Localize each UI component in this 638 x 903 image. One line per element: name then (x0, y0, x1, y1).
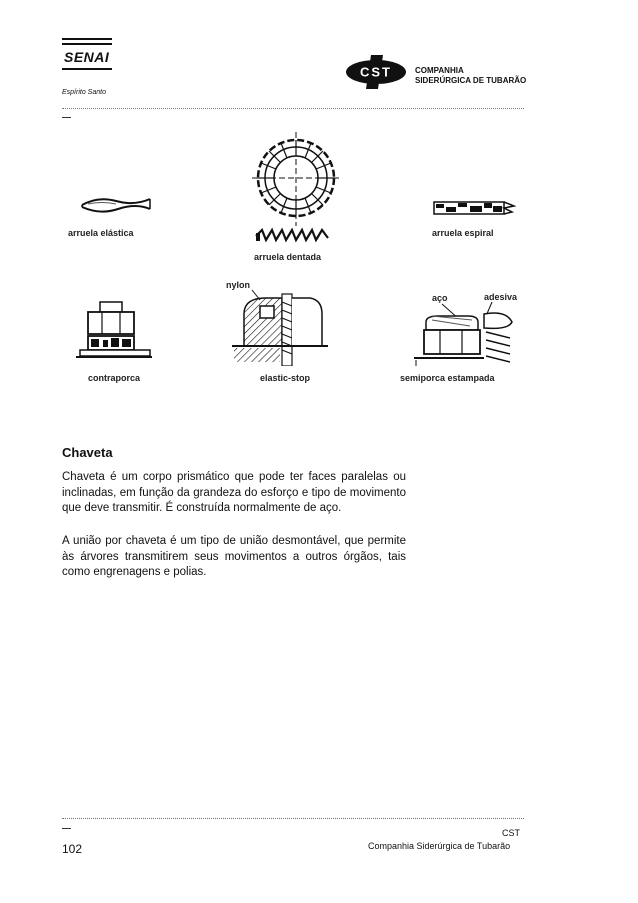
label-arruela-espiral: arruela espiral (432, 228, 494, 238)
company-name-line2: SIDERÚRGICA DE TUBARÃO (415, 76, 527, 85)
footer-cst: CST (502, 828, 520, 838)
company-name-line1: COMPANHIA (415, 66, 464, 75)
senai-logo-bar-middle (62, 43, 112, 45)
section-title: Chaveta (62, 445, 113, 460)
header-dash (62, 117, 71, 118)
label-nylon: nylon (226, 280, 250, 290)
footer-company: Companhia Siderúrgica de Tubarão (368, 841, 511, 851)
company-name (415, 66, 526, 86)
label-elastic-stop: elastic-stop (260, 373, 311, 383)
label-semiporca-estampada: semiporca estampada (400, 373, 495, 383)
senai-logo-text: SENAI (64, 49, 110, 65)
header-rule (62, 108, 524, 109)
footer-rule (62, 818, 524, 819)
cst-logo-text: CST (360, 64, 392, 80)
senai-region: Espírito Santo (62, 89, 106, 96)
senai-logo-bar-bottom (62, 68, 112, 70)
elastic-stop-drawing (230, 284, 330, 366)
label-contraporca: contraporca (88, 373, 141, 383)
paragraph-2: A união por chaveta é um tipo de união desmontável, que permite às árvores transmitirem seus movimentos a outros órgãos, tais como engrenagens e polias. (62, 535, 406, 578)
label-adesiva: adesiva (484, 292, 518, 302)
senai-logo (62, 38, 112, 73)
label-arruela-dentada: arruela dentada (254, 252, 322, 262)
page-number: 102 (62, 842, 83, 856)
paragraph-1: Chaveta é um corpo prismático que pode ter faces paralelas ou inclinadas, em função da grandeza do esforço e tipo de movimento que deve transmitir. É construída normalmente de aço. (62, 471, 406, 514)
label-aco: aço (432, 293, 448, 303)
label-arruela-elastica: arruela elástica (68, 228, 134, 238)
arruela-elastica-drawing (78, 193, 154, 217)
arruela-espiral-drawing (432, 196, 516, 220)
arruela-dentada-drawing (250, 130, 342, 250)
contraporca-drawing (72, 300, 154, 364)
senai-logo-bar-top (62, 38, 112, 40)
cst-logo (345, 55, 407, 89)
footer-dash (62, 828, 71, 829)
semiporca-estampada-drawing (412, 300, 520, 368)
